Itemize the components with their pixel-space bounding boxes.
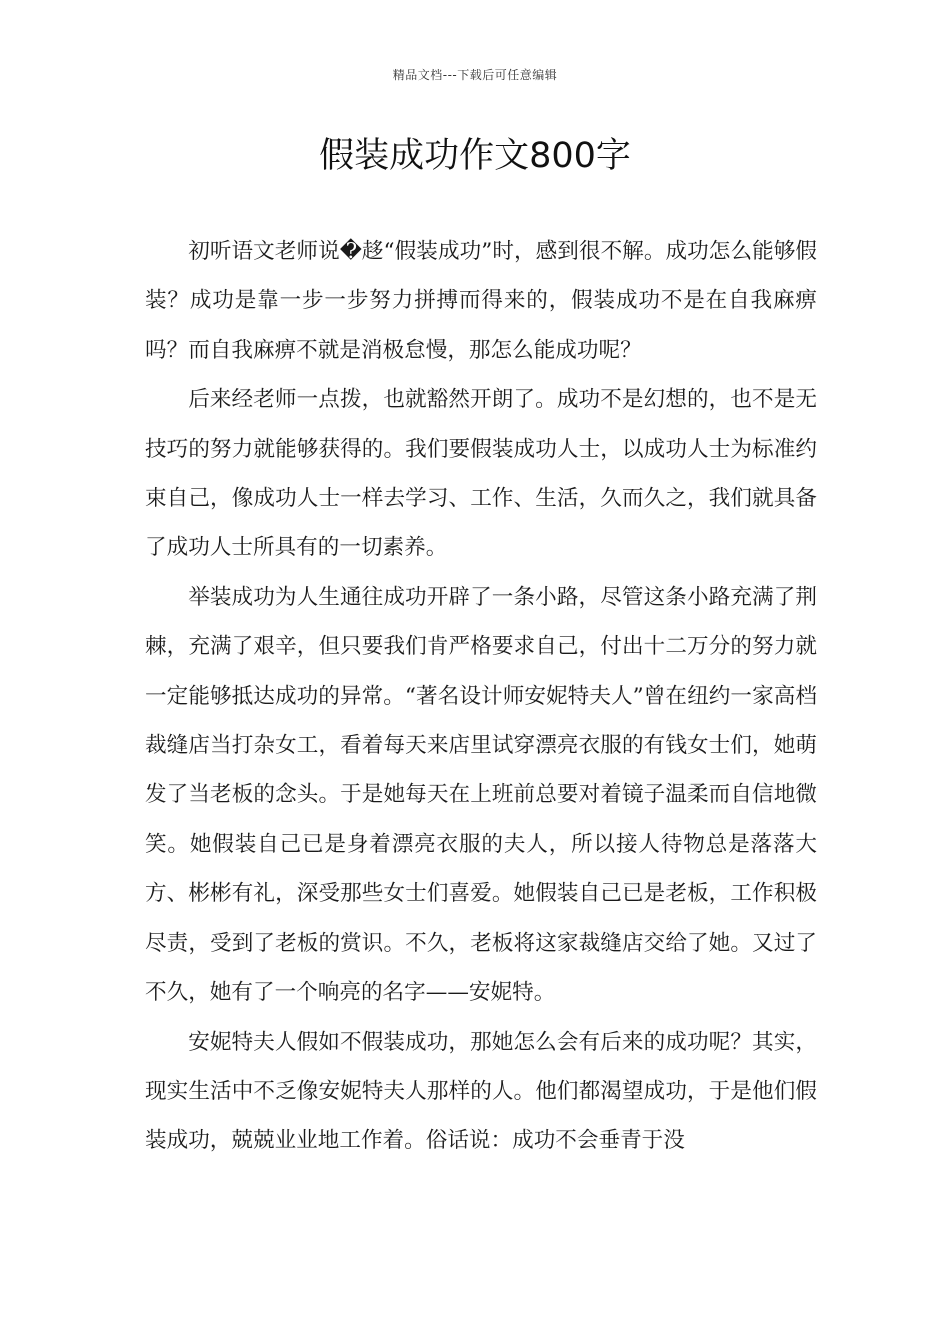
header-note: 精品文档---下载后可任意编辑 (392, 68, 558, 82)
paragraph: 后来经老师一点拨，也就豁然开朗了。成功不是幻想的，也不是无技巧的努力就能够获得的。我们要假装成功人士，以成功人士为标准约束自己，像成功人士一样去学习、工作、生活，久而久之，我们就具备了成功人士所具有的一切素养。 (145, 387, 817, 561)
paragraph: 举装成功为人生通往成功开辟了一条小路，尽管这条小路充满了荆棘，充满了艰辛，但只要我们肯严格要求自己，付出十二万分的努力就一定能够抵达成功的异常。“著名设计师安妮特夫人”曾在纽约一家高档裁缝店当打杂女工，看着每天来店里试穿漂亮衣服的有钱女士们，她萌发了当老板的念头。于是她每天在上班前总要对着镜子温柔而自信地微笑。她假装自己已是身着漂亮衣服的夫人，所以接人待物总是落落大方、彬彬有礼，深受那些女士们喜爱。她假装自己已是老板，工作积极尽责，受到了老板的赏识。不久，老板将这家裁缝店交给了她。又过了不久，她有了一个响亮的名字——安妮特。 (145, 584, 817, 1006)
paragraph: 安妮特夫人假如不假装成功，那她怎么会有后来的成功呢？其实，现实生活中不乏像安妮特夫人那样的人。他们都渴望成功，于是他们假装成功，兢兢业业地工作着。俗话说：成功不会垂青于没 (145, 1029, 817, 1154)
document-body (145, 227, 817, 1166)
paragraph: 初听语文老师说�趍“假装成功”时，感到很不解。成功怎么能够假装？成功是靠一步一步努力拼搏而得来的，假装成功不是在自我麻痹吗？而自我麻痹不就是消极怠慢，那怎么能成功呢？ (145, 239, 817, 363)
document-title: 假装成功作文800字 (319, 136, 631, 176)
